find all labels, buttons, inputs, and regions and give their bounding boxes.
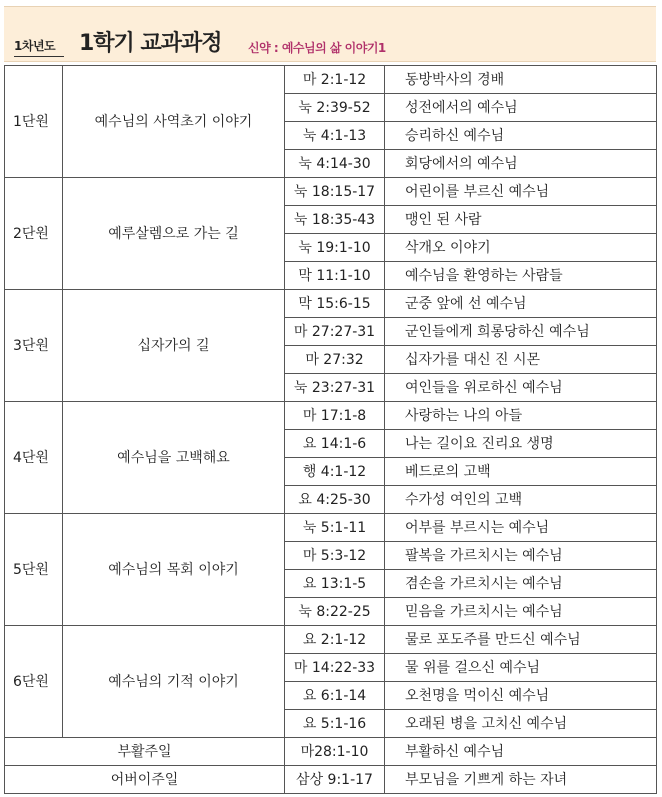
unit-name: 예수님을 고백해요 [63,402,285,514]
lesson-title: 군인들에게 희롱당하신 예수님 [385,318,657,346]
lesson-title: 겸손을 가르치시는 예수님 [385,570,657,598]
table-row [5,626,657,654]
unit-number: 1단원 [5,66,63,178]
lesson-reference: 눅 19:1-10 [285,234,385,262]
page-title: 1학기 교과과정 [79,31,222,56]
lesson-reference: 요 13:1-5 [285,570,385,598]
curriculum-body [5,66,657,794]
lesson-reference: 눅 23:27-31 [285,374,385,402]
table-row [5,178,657,206]
unit-number: 2단원 [5,178,63,290]
lesson-title: 물 위를 걸으신 예수님 [385,654,657,682]
lesson-reference: 요 4:25-30 [285,486,385,514]
lesson-reference: 마 5:3-12 [285,542,385,570]
lesson-title: 수가성 여인의 고백 [385,486,657,514]
lesson-reference: 눅 4:1-13 [285,122,385,150]
table-row [5,66,657,94]
unit-name: 예루살렘으로 가는 길 [63,178,285,290]
special-lesson-title: 부활하신 예수님 [385,738,657,766]
lesson-title: 팔복을 가르치시는 예수님 [385,542,657,570]
lesson-reference: 마 2:1-12 [285,66,385,94]
year-underline [14,56,64,57]
lesson-title: 베드로의 고백 [385,458,657,486]
unit-number: 4단원 [5,402,63,514]
unit-number: 5단원 [5,514,63,626]
special-sunday-name: 부활주일 [5,738,285,766]
unit-name: 예수님의 기적 이야기 [63,626,285,738]
table-row-special [5,738,657,766]
unit-name: 십자가의 길 [63,290,285,402]
table-row [5,290,657,318]
special-lesson-title: 부모님을 기쁘게 하는 자녀 [385,766,657,794]
lesson-title: 예수님을 환영하는 사람들 [385,262,657,290]
lesson-title: 어부를 부르시는 예수님 [385,514,657,542]
lesson-reference: 눅 2:39-52 [285,94,385,122]
page-subtitle: 신약 : 예수님의 삶 이야기1 [248,41,386,55]
page-header [4,6,656,62]
lesson-title: 동방박사의 경배 [385,66,657,94]
unit-number: 6단원 [5,626,63,738]
lesson-title: 어린이를 부르신 예수님 [385,178,657,206]
lesson-title: 십자가를 대신 진 시몬 [385,346,657,374]
lesson-reference: 요 2:1-12 [285,626,385,654]
lesson-reference: 마 17:1-8 [285,402,385,430]
special-reference: 삼상 9:1-17 [285,766,385,794]
lesson-title: 군중 앞에 선 예수님 [385,290,657,318]
year-label: 1차년도 [14,39,56,53]
lesson-title: 오래된 병을 고치신 예수님 [385,710,657,738]
table-row [5,402,657,430]
unit-name: 예수님의 목회 이야기 [63,514,285,626]
lesson-reference: 행 4:1-12 [285,458,385,486]
table-row [5,514,657,542]
lesson-reference: 막 11:1-10 [285,262,385,290]
lesson-title: 맹인 된 사람 [385,206,657,234]
special-reference: 마28:1-10 [285,738,385,766]
lesson-reference: 요 5:1-16 [285,710,385,738]
curriculum-table [4,65,657,794]
lesson-reference: 마 27:27-31 [285,318,385,346]
lesson-reference: 막 15:6-15 [285,290,385,318]
lesson-title: 오천명을 먹이신 예수님 [385,682,657,710]
lesson-title: 물로 포도주를 만드신 예수님 [385,626,657,654]
table-row-special [5,766,657,794]
lesson-title: 삭개오 이야기 [385,234,657,262]
lesson-reference: 눅 18:15-17 [285,178,385,206]
lesson-reference: 요 14:1-6 [285,430,385,458]
lesson-title: 승리하신 예수님 [385,122,657,150]
lesson-title: 회당에서의 예수님 [385,150,657,178]
lesson-title: 성전에서의 예수님 [385,94,657,122]
lesson-title: 여인들을 위로하신 예수님 [385,374,657,402]
lesson-title: 나는 길이요 진리요 생명 [385,430,657,458]
lesson-reference: 요 6:1-14 [285,682,385,710]
lesson-reference: 마 14:22-33 [285,654,385,682]
lesson-reference: 눅 4:14-30 [285,150,385,178]
lesson-reference: 눅 18:35-43 [285,206,385,234]
unit-name: 예수님의 사역초기 이야기 [63,66,285,178]
lesson-reference: 마 27:32 [285,346,385,374]
unit-number: 3단원 [5,290,63,402]
lesson-title: 사랑하는 나의 아들 [385,402,657,430]
lesson-reference: 눅 5:1-11 [285,514,385,542]
lesson-title: 믿음을 가르치시는 예수님 [385,598,657,626]
lesson-reference: 눅 8:22-25 [285,598,385,626]
special-sunday-name: 어버이주일 [5,766,285,794]
